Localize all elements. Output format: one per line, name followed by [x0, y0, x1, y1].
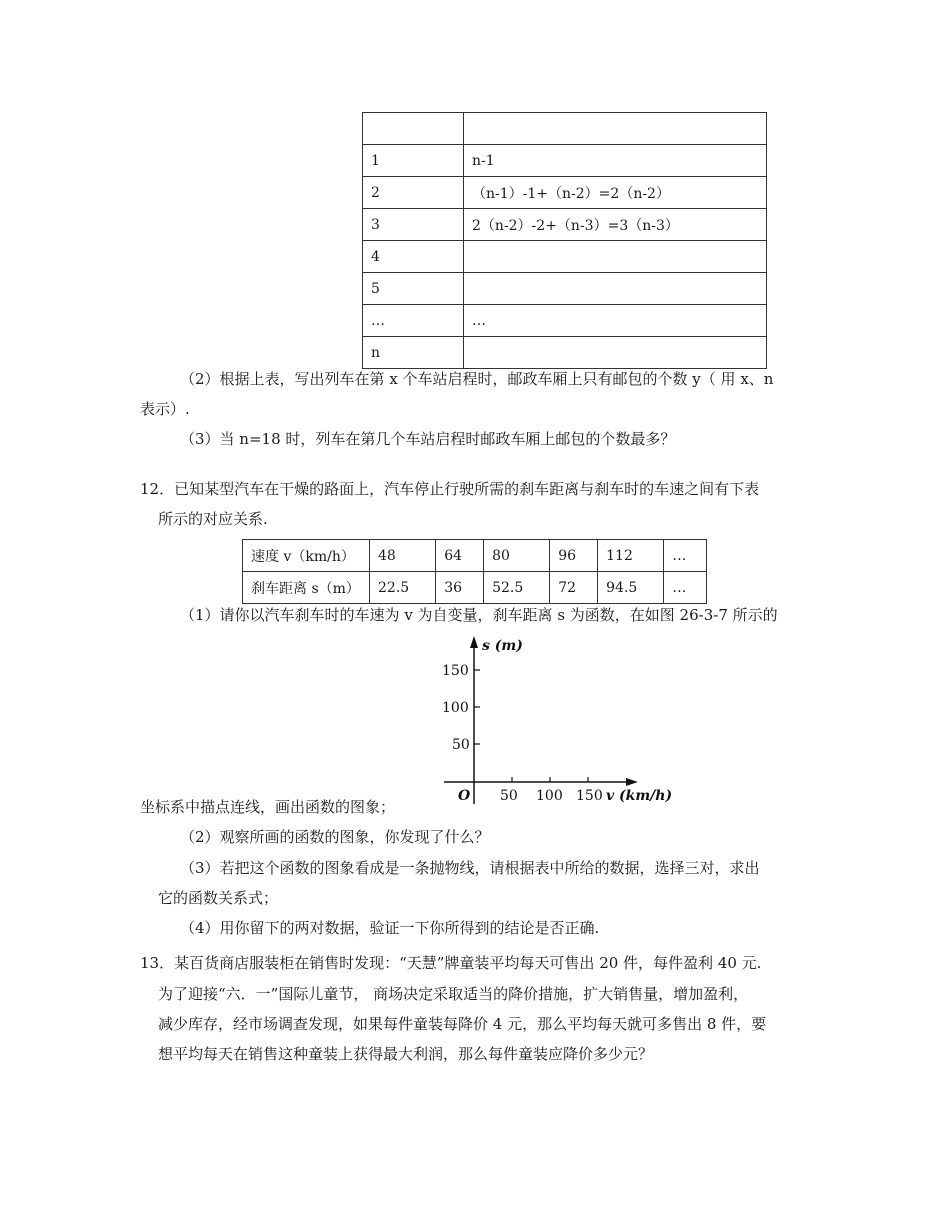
coordinate-graph [440, 632, 690, 808]
table-row [243, 540, 707, 572]
q13-line4: 想平均每天在销售这种童装上获得最大利润，那么每件童装应降价多少元？ [158, 1045, 654, 1063]
table-speed-distance [242, 539, 707, 604]
table-cell: 2 [363, 177, 464, 209]
table-cell: （n-1）-1+（n-2）=2（n-2） [464, 177, 767, 209]
q12-part3-line2: 它的函数关系式； [158, 889, 279, 907]
table-row [363, 241, 767, 273]
table-cell: 112 [598, 540, 664, 572]
table-cell [464, 113, 767, 145]
table-station-mailbags [362, 112, 767, 369]
q11-part3: （3）当 n=18 时，列车在第几个车站启程时邮政车厢上邮包的个数最多？ [180, 430, 676, 448]
table-row [363, 305, 767, 337]
q13-line2: 为了迎接“六．一”国际儿童节， 商场决定采取适当的降价措施，扩大销售量，增加盈利， [158, 985, 749, 1003]
table-cell: 4 [363, 241, 464, 273]
q13-line3: 减少库存，经市场调查发现，如果每件童装每降价 4 元，那么平均每天就可多售出 8 件，要 [158, 1015, 767, 1033]
table-cell: 22.5 [370, 572, 436, 604]
x-tick-label: 100 [536, 788, 563, 804]
table-cell: … [664, 572, 707, 604]
table-cell: … [664, 540, 707, 572]
q11-part2-line2: 表示）. [140, 400, 190, 418]
y-axis-label: s (m) [482, 638, 523, 654]
table-cell: … [464, 305, 767, 337]
table-row [363, 113, 767, 145]
table-cell: 1 [363, 145, 464, 177]
table-cell: 80 [484, 540, 550, 572]
q12-stem-line2: 所示的对应关系. [158, 510, 268, 528]
table-row [363, 337, 767, 369]
q13-line1: 13．某百货商店服装柜在销售时发现：“天慧”牌童装平均每天可售出 20 件，每件盈利 40 元. [140, 954, 762, 972]
origin-label: O [458, 788, 471, 804]
table-cell [363, 113, 464, 145]
q12-part1-line1: （1）请你以汽车刹车时的车速为 v 为自变量，刹车距离 s 为函数，在如图 26-3-7 所示的 [180, 606, 778, 624]
q12-part3-line1: （3）若把这个函数的图象看成是一条抛物线，请根据表中所给的数据，选择三对，求出 [180, 859, 760, 877]
table-cell: 36 [436, 572, 484, 604]
table-row [363, 209, 767, 241]
x-axis-label: v (km/h) [606, 788, 673, 804]
table-cell: 96 [550, 540, 598, 572]
table-row [243, 572, 707, 604]
q12-part4: （4）用你留下的两对数据，验证一下你所得到的结论是否正确. [180, 919, 600, 937]
table-row [363, 273, 767, 305]
table-cell: 52.5 [484, 572, 550, 604]
table-cell [464, 273, 767, 305]
q12-part2: （2）观察所画的函数的图象，你发现了什么？ [180, 828, 490, 846]
y-tick-label: 50 [452, 737, 470, 753]
table-cell: n [363, 337, 464, 369]
x-axis-arrow [626, 778, 638, 786]
q12-part1-line2: 坐标系中描点连线，画出函数的图象； [140, 798, 396, 816]
table-cell: n-1 [464, 145, 767, 177]
table-row [363, 145, 767, 177]
x-tick-label: 50 [500, 788, 518, 804]
table-cell: 2（n-2）-2+（n-3）=3（n-3） [464, 209, 767, 241]
table-row [363, 177, 767, 209]
table-cell: 72 [550, 572, 598, 604]
table-cell: 3 [363, 209, 464, 241]
q12-stem-line1: 12．已知某型汽车在干燥的路面上，汽车停止行驶所需的刹车距离与刹车时的车速之间有下表 [140, 480, 760, 498]
table-cell [464, 337, 767, 369]
table-cell: 64 [436, 540, 484, 572]
y-tick-label: 100 [442, 700, 469, 716]
y-tick-label: 150 [442, 663, 469, 679]
table-cell: 94.5 [598, 572, 664, 604]
table-cell [464, 241, 767, 273]
table-cell: 5 [363, 273, 464, 305]
table-cell: 速度 v（km/h） [243, 540, 370, 572]
table-cell: … [363, 305, 464, 337]
y-axis-arrow [470, 636, 478, 648]
q11-part2-line1: （2）根据上表，写出列车在第 x 个车站启程时，邮政车厢上只有邮包的个数 y（ 用 x、n [180, 370, 774, 388]
table-cell: 48 [370, 540, 436, 572]
table-cell: 刹车距离 s（m） [243, 572, 370, 604]
x-tick-label: 150 [576, 788, 603, 804]
